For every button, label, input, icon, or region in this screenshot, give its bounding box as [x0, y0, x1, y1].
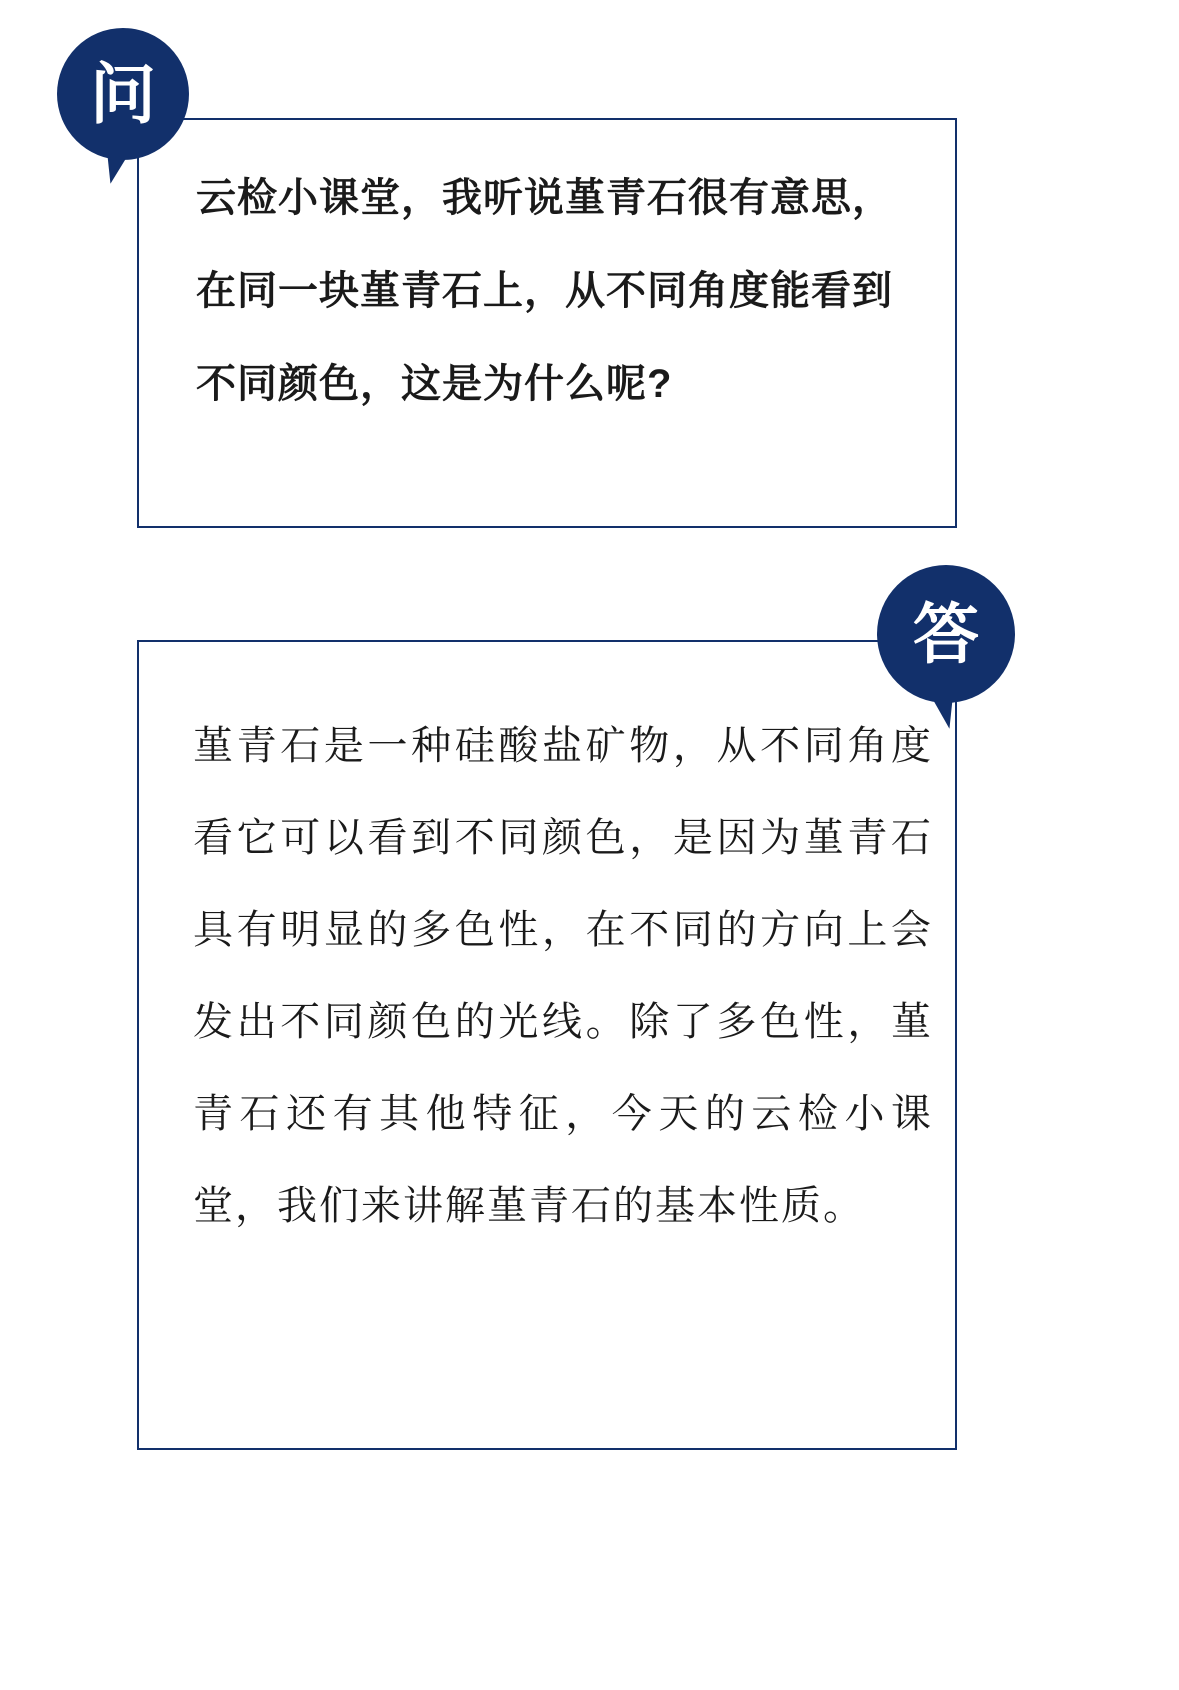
question-text: 云检小课堂，我听说堇青石很有意思，在同一块堇青石上，从不同角度能看到不同颜色，这是为什么呢?: [196, 176, 893, 406]
question-badge-label: 问: [90, 57, 156, 131]
answer-badge-tail-icon: [916, 697, 953, 728]
question-badge-tail-icon: [108, 154, 145, 183]
answer-badge: [877, 565, 1015, 703]
question-badge: [57, 28, 189, 160]
answer-badge-label: 答: [913, 597, 979, 671]
answer-text: 堇青石是一种硅酸盐矿物，从不同角度看它可以看到不同颜色，是因为堇青石具有明显的多色性，在不同的方向上会发出不同颜色的光线。除了多色性，堇青石还有其他特征，今天的云检小课堂，我们来讲解堇青石的基本性质。: [193, 724, 933, 1228]
